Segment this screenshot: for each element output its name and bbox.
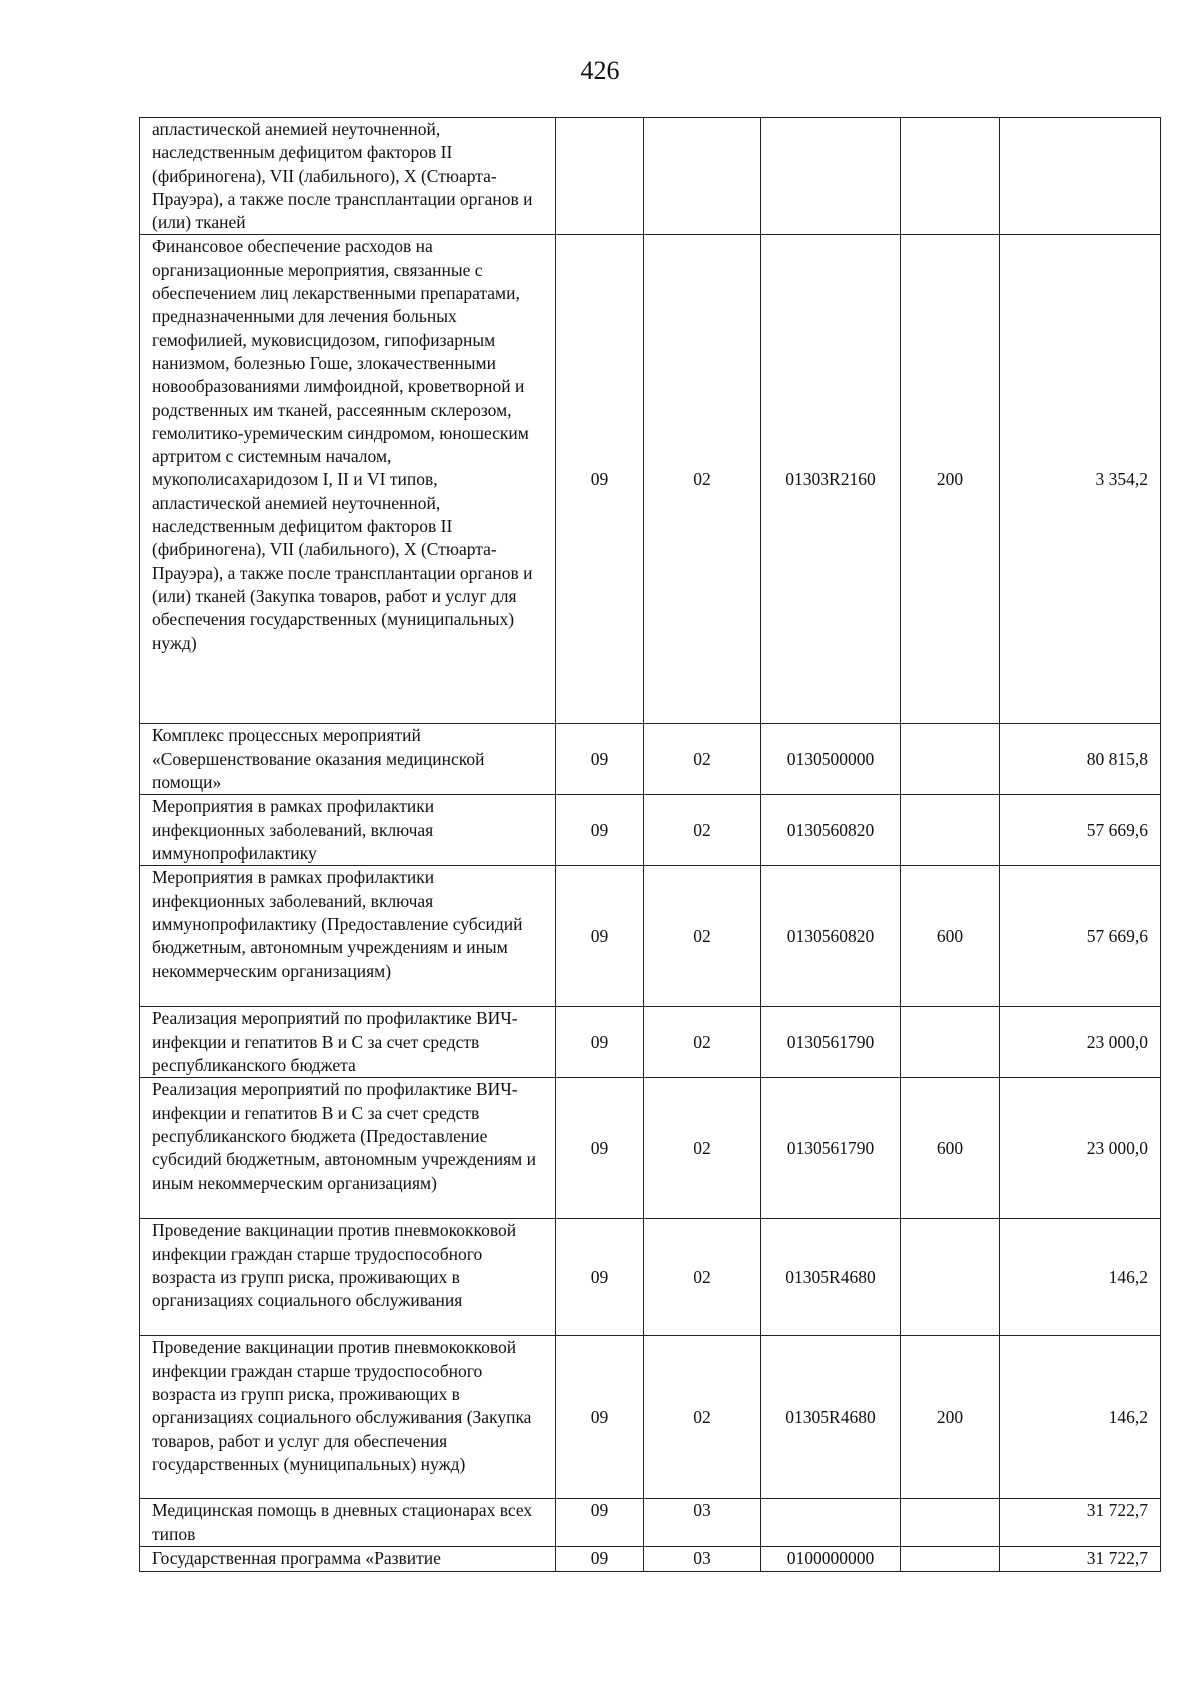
row-target-article: 0100000000 (761, 1547, 901, 1571)
row-subsection-code: 02 (644, 1219, 761, 1336)
row-subsection-code: 03 (644, 1547, 761, 1571)
table-row (140, 1499, 1161, 1547)
row-target-article: 0130561790 (761, 1007, 901, 1078)
budget-table (139, 117, 1161, 1572)
table-row (140, 1336, 1161, 1499)
row-amount: 57 669,6 (1000, 795, 1161, 866)
row-amount: 146,2 (1000, 1336, 1161, 1499)
row-target-article: 0130561790 (761, 1078, 901, 1219)
row-description: Государственная программа «Развитие (140, 1547, 556, 1571)
row-section-code: 09 (556, 235, 644, 724)
row-expense-type (901, 1219, 1000, 1336)
row-subsection-code: 02 (644, 235, 761, 724)
row-section-code: 09 (556, 724, 644, 795)
row-amount: 146,2 (1000, 1219, 1161, 1336)
row-expense-type (901, 1007, 1000, 1078)
row-amount: 57 669,6 (1000, 866, 1161, 1007)
table-row (140, 1007, 1161, 1078)
row-expense-type: 200 (901, 1336, 1000, 1499)
row-subsection-code: 02 (644, 795, 761, 866)
row-description: Проведение вакцинации против пневмококковой инфекции граждан старше трудоспособного возраста из групп риска, проживающих в организациях социального обслуживания (140, 1219, 556, 1336)
row-section-code: 09 (556, 1078, 644, 1219)
row-description: апластической анемией неуточненной, наследственным дефицитом факторов II (фибриногена), VII (лабильного), X (Стюарта-Прауэра), а также после трансплантации органов и (или) тканей (140, 118, 556, 235)
row-target-article: 0130500000 (761, 724, 901, 795)
row-subsection-code: 02 (644, 1336, 761, 1499)
row-section-code: 09 (556, 1336, 644, 1499)
table-row (140, 1219, 1161, 1336)
row-section-code: 09 (556, 1007, 644, 1078)
table-row (140, 1547, 1161, 1571)
row-target-article: 0130560820 (761, 866, 901, 1007)
row-amount: 31 722,7 (1000, 1499, 1161, 1547)
row-subsection-code: 03 (644, 1499, 761, 1547)
row-amount: 23 000,0 (1000, 1007, 1161, 1078)
row-expense-type (901, 724, 1000, 795)
row-subsection-code: 02 (644, 1007, 761, 1078)
row-target-article: 01305R4680 (761, 1219, 901, 1336)
table-row (140, 1078, 1161, 1219)
row-section-code: 09 (556, 866, 644, 1007)
page-number: 426 (580, 56, 620, 85)
row-amount: 23 000,0 (1000, 1078, 1161, 1219)
table-row (140, 118, 1161, 235)
row-section-code (556, 118, 644, 235)
row-subsection-code: 02 (644, 724, 761, 795)
table-row (140, 795, 1161, 866)
row-subsection-code (644, 118, 761, 235)
row-description: Реализация мероприятий по профилактике ВИЧ-инфекции и гепатитов B и C за счет средств республиканского бюджета (Предоставление субсидий бюджетным, автономным учреждениям и иным некоммерческим организациям) (140, 1078, 556, 1219)
row-target-article: 01303R2160 (761, 235, 901, 724)
row-description: Мероприятия в рамках профилактики инфекционных заболеваний, включая иммунопрофилактику (Предоставление субсидий бюджетным, автономным учреждениям и иным некоммерческим организациям) (140, 866, 556, 1007)
row-amount: 31 722,7 (1000, 1547, 1161, 1571)
row-section-code: 09 (556, 1219, 644, 1336)
row-section-code: 09 (556, 1499, 644, 1547)
row-amount: 80 815,8 (1000, 724, 1161, 795)
row-target-article: 0130560820 (761, 795, 901, 866)
row-section-code: 09 (556, 795, 644, 866)
row-description: Комплекс процессных мероприятий «Совершенствование оказания медицинской помощи» (140, 724, 556, 795)
row-section-code: 09 (556, 1547, 644, 1571)
row-expense-type: 600 (901, 866, 1000, 1007)
row-subsection-code: 02 (644, 866, 761, 1007)
row-description: Проведение вакцинации против пневмококковой инфекции граждан старше трудоспособного возраста из групп риска, проживающих в организациях социального обслуживания (Закупка товаров, работ и услуг для обеспечения государственных (муниципальных) нужд) (140, 1336, 556, 1499)
row-description: Мероприятия в рамках профилактики инфекционных заболеваний, включая иммунопрофилактику (140, 795, 556, 866)
row-target-article (761, 118, 901, 235)
row-target-article (761, 1499, 901, 1547)
table-row (140, 866, 1161, 1007)
row-expense-type (901, 795, 1000, 866)
row-expense-type (901, 118, 1000, 235)
table-row (140, 235, 1161, 724)
row-expense-type (901, 1547, 1000, 1571)
table-row (140, 724, 1161, 795)
row-subsection-code: 02 (644, 1078, 761, 1219)
row-target-article: 01305R4680 (761, 1336, 901, 1499)
row-amount (1000, 118, 1161, 235)
row-description: Финансовое обеспечение расходов на организационные мероприятия, связанные с обеспечением лиц лекарственными препаратами, предназначенными для лечения больных гемофилией, муковисцидозом, гипофизарным нанизмом, болезнью Гоше, злокачественными новообразованиями лимфоидной, кроветворной и родственных им тканей, рассеянным склерозом, гемолитико-уремическим синдромом, юношеским артритом с системным началом, мукополисахаридозом I, II и VI типов, апластической анемией неуточненной, наследственным дефицитом факторов II (фибриногена), VII (лабильного), X (Стюарта-Прауэра), а также после трансплантации органов и (или) тканей (Закупка товаров, работ и услуг для обеспечения государственных (муниципальных) нужд) (140, 235, 556, 724)
row-expense-type (901, 1499, 1000, 1547)
row-description: Медицинская помощь в дневных стационарах всех типов (140, 1499, 556, 1547)
row-amount: 3 354,2 (1000, 235, 1161, 724)
row-expense-type: 200 (901, 235, 1000, 724)
row-expense-type: 600 (901, 1078, 1000, 1219)
row-description: Реализация мероприятий по профилактике ВИЧ-инфекции и гепатитов B и C за счет средств республиканского бюджета (140, 1007, 556, 1078)
